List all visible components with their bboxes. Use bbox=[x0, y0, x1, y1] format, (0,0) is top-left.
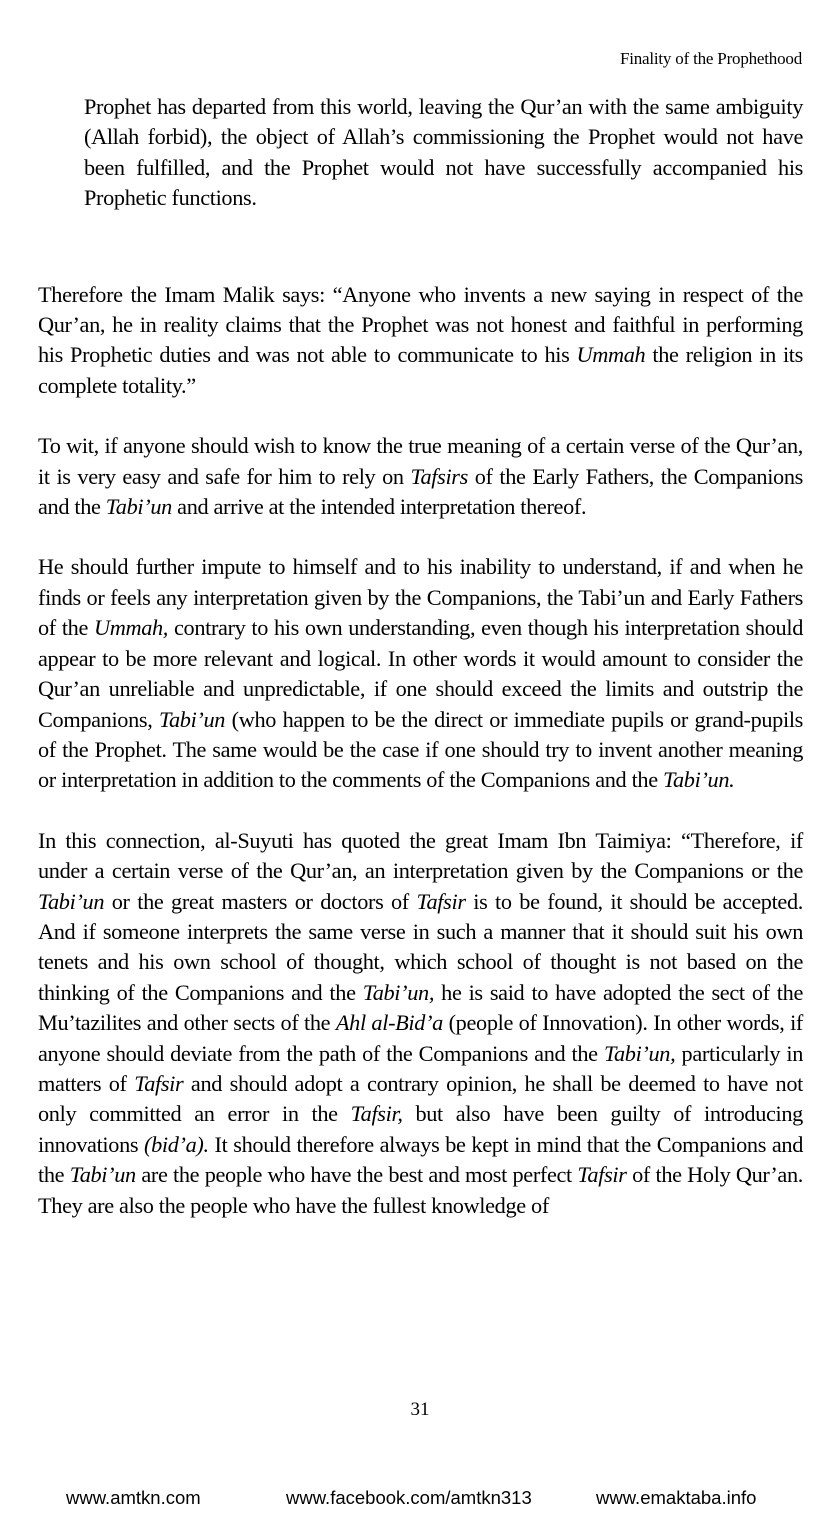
italic-term: Tabi’un bbox=[69, 1162, 136, 1188]
page-number: 31 bbox=[410, 1399, 430, 1420]
paragraph-quote-continuation bbox=[84, 92, 803, 214]
italic-term: Ummah bbox=[576, 342, 646, 368]
italic-term: Tafsir bbox=[134, 1070, 184, 1096]
page-body bbox=[38, 92, 803, 1221]
text-run: but also have been guilty of introducing innovations bbox=[38, 1101, 803, 1157]
text-run: are the people who have the best and most perfect bbox=[135, 1162, 578, 1188]
italic-term: (bid’a). bbox=[144, 1131, 209, 1157]
footer-link-facebook[interactable]: www.facebook.com/amtkn313 bbox=[286, 1487, 532, 1508]
italic-term: Tafsir, bbox=[350, 1101, 403, 1127]
paragraph-to-wit bbox=[38, 431, 803, 522]
text-run: contrary to his own understanding, even though his interpretation should appear to be more relevant and logical. In other words it would amount to consider the Qur’an unreliable and unpredictable, if one should exceed the limits and outstrip the Companions, bbox=[38, 615, 803, 732]
text-run: Therefore the Imam Malik says: “Anyone who invents a new saying in respect of the Qur’an, he in reality claims that the Prophet was not honest and faithful in performing his Prophetic duties and was not able to communicate to his bbox=[38, 281, 803, 368]
italic-term: Ahl al-Bid’a bbox=[335, 1010, 443, 1036]
text-run: he is said to have adopted the sect of the Mu’tazilites and other sects of the bbox=[38, 979, 803, 1036]
footer bbox=[0, 1487, 840, 1517]
text-run: To wit, if anyone should wish to know the true meaning of a certain verse of the Qur’an, it is very easy and safe for him to rely on bbox=[38, 433, 803, 489]
text-run: (who happen to be the direct or immediate pupils or grand-pupils of the Prophet. The same would be the case if one should try to invent another meaning or interpretation in addition to the comments of the Companions and the bbox=[38, 706, 803, 793]
text-run: the religion in its complete totality.” bbox=[38, 342, 803, 398]
text-run: (people of Innovation). In other words, if anyone should deviate from the path of the Companions and the bbox=[38, 1010, 803, 1066]
running-header: Finality of the Prophethood bbox=[619, 49, 802, 68]
italic-term: Tabi’un, bbox=[603, 1040, 676, 1066]
text-run: of the Early Fathers, the Companions and the bbox=[38, 463, 803, 520]
paragraph-al-suyuti bbox=[38, 826, 803, 1221]
italic-term: Tafsir bbox=[416, 888, 466, 914]
footer-link-emaktaba[interactable]: www.emaktaba.info bbox=[596, 1487, 757, 1508]
text-run: is to be found, it should be accepted. And if someone interprets the same verse in such a manner that it should suit his own tenets and his own school of thought, which school of thought is not based on the thinking of the Companions and the bbox=[38, 888, 804, 1005]
italic-term: Tabi’un bbox=[38, 888, 105, 914]
text-run: In this connection, al-Suyuti has quoted the great Imam Ibn Taimiya: “Therefore, if under a certain verse of the Qur’an, an interpretation given by the Companions or the bbox=[38, 827, 803, 884]
italic-term: Tabi’un bbox=[105, 494, 172, 520]
italic-term: Tabi’un bbox=[158, 706, 226, 732]
italic-term: Tafsirs bbox=[410, 463, 468, 489]
text-run: of the Holy Qur’an. They are also the people who have the fullest knowledge of bbox=[38, 1162, 803, 1218]
paragraph-impute bbox=[38, 552, 803, 795]
italic-term: Tafsir bbox=[577, 1162, 627, 1188]
italic-term: Ummah, bbox=[93, 615, 169, 641]
text-run: and arrive at the intended interpretation thereof. bbox=[171, 494, 587, 520]
paragraph-imam-malik bbox=[38, 280, 803, 402]
italic-term: Tabi’un. bbox=[663, 767, 735, 793]
text-run: He should further impute to himself and to his inability to understand, if and when he finds or feels any interpretation given by the Companions, the Tabi’un and Early Fathers of the bbox=[38, 554, 803, 641]
footer-link-amtkn[interactable]: www.amtkn.com bbox=[66, 1487, 201, 1508]
text-run: Prophet has departed from this world, leaving the Qur’an with the same ambiguity (Allah forbid), the object of Allah’s commissioning the Prophet would not have been fulfilled, and the Prophet would not have successfully accompanied his Prophetic functions. bbox=[84, 94, 803, 211]
text-run: It should therefore always be kept in mind that the Companions and the bbox=[38, 1131, 803, 1188]
text-run: particularly in matters of bbox=[38, 1040, 803, 1096]
text-run: and should adopt a contrary opinion, he shall be deemed to have not only committed an error in the bbox=[38, 1070, 804, 1127]
text-run: or the great masters or doctors of bbox=[104, 888, 417, 914]
italic-term: Tabi’un, bbox=[362, 979, 435, 1005]
